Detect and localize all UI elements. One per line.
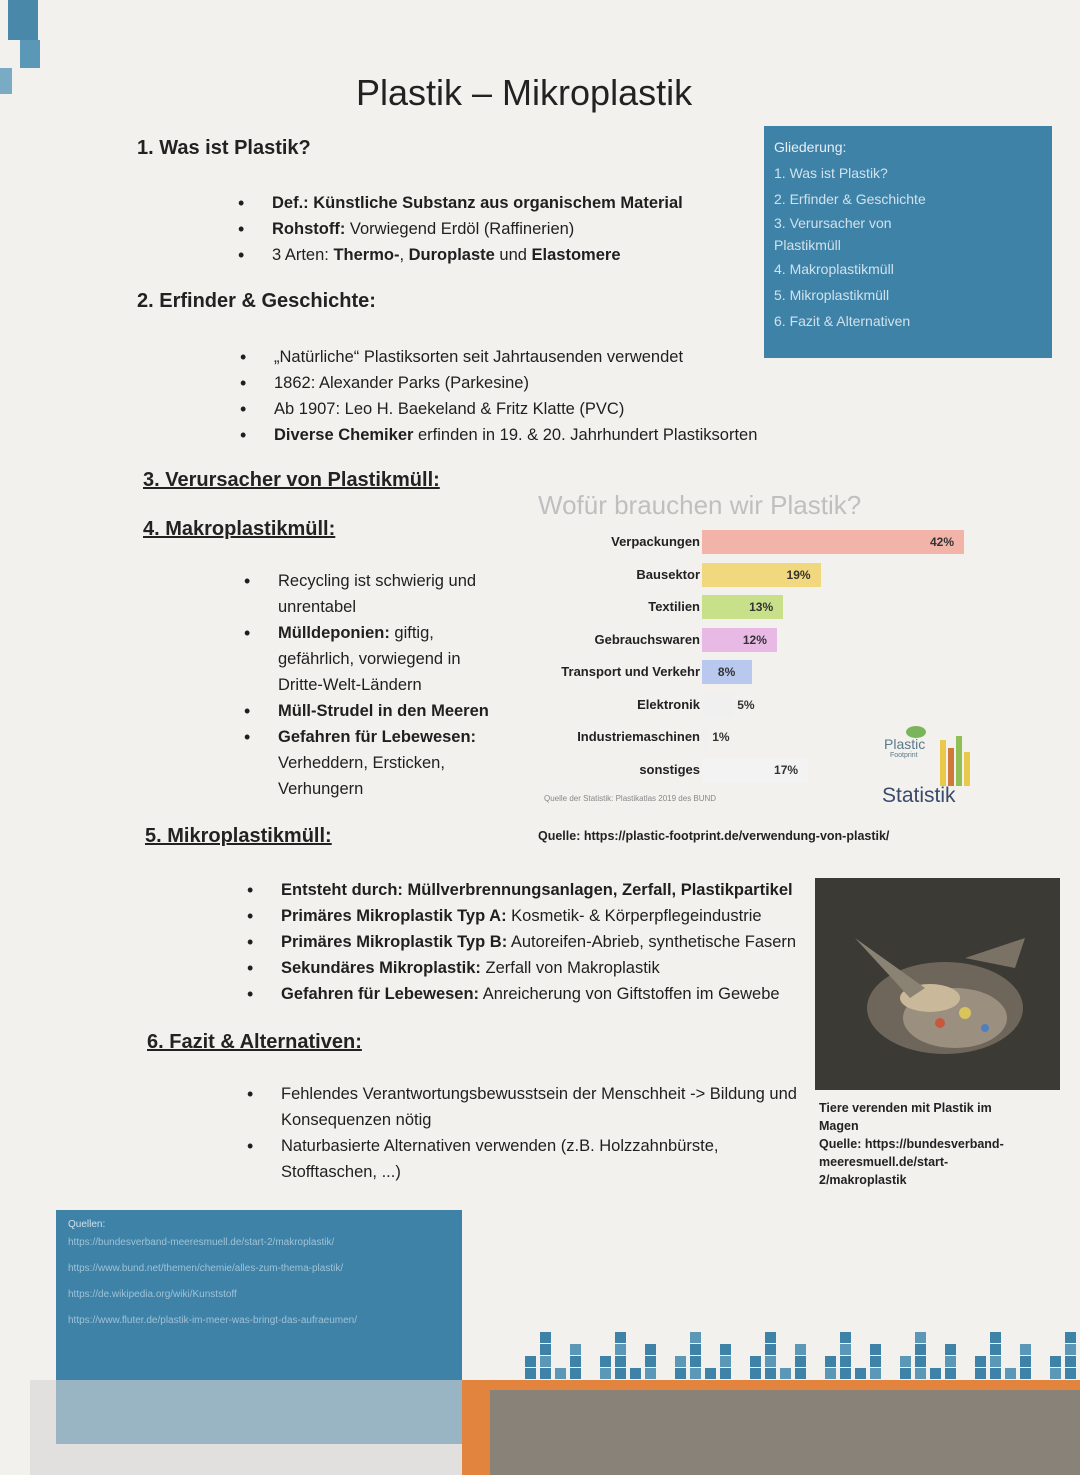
pixel-block: [1065, 1356, 1076, 1367]
section-5-list: [247, 877, 817, 1007]
list-item: • Sekundäres Mikroplastik: Zerfall von Makroplastik: [247, 955, 817, 981]
toc-heading: Gliederung:: [774, 139, 847, 155]
pixel-block: [555, 1368, 566, 1379]
pixel-block: [990, 1344, 1001, 1355]
chart-category-label: Elektronik: [637, 696, 700, 712]
logo-subtext: Footprint: [890, 752, 918, 759]
toc-item: 1. Was ist Plastik?: [774, 165, 888, 181]
list-item: • Rohstoff: Vorwiegend Erdöl (Raffinerien): [238, 216, 758, 242]
pixel-block: [690, 1344, 701, 1355]
dead-bird-image: [815, 878, 1060, 1090]
list-item: • Primäres Mikroplastik Typ A: Kosmetik- & Körperpflegeindustrie: [247, 903, 817, 929]
toc-box: [764, 126, 1052, 358]
pixel-block: [690, 1368, 701, 1379]
pixel-block: [720, 1368, 731, 1379]
source-link[interactable]: https://de.wikipedia.org/wiki/Kunststoff: [68, 1289, 237, 1300]
pixel-block: [990, 1356, 1001, 1367]
list-item: • Naturbasierte Alternativen verwenden (z.B. Holzzahnbürste, Stofftaschen, ...): [247, 1133, 781, 1185]
bottom-grid-overlay: [490, 1390, 1080, 1475]
pixel-block: [840, 1356, 851, 1367]
list-item: • „Natürliche“ Plastiksorten seit Jahrtausenden verwendet: [240, 344, 800, 370]
list-item: • Gefahren für Lebewesen: Anreicherung von Giftstoffen im Gewebe: [247, 981, 817, 1007]
section-5-title: 5. Mikroplastikmüll:: [145, 825, 332, 847]
pixel-block: [765, 1368, 776, 1379]
photo-caption: Tiere verenden mit Plastik im Magen Quelle: https://bundesverband-meeresmuell.de/start-2/makroplastik: [819, 1101, 1004, 1187]
pixel-block: [690, 1356, 701, 1367]
pixel-block: [675, 1368, 686, 1379]
pixel-block: [570, 1368, 581, 1379]
chart-category-label: Transport und Verkehr: [561, 664, 700, 679]
pixel-block: [645, 1344, 656, 1355]
pixel-block: [570, 1344, 581, 1355]
pixel-block: [525, 1368, 536, 1379]
toc-item: 2. Erfinder & Geschichte: [774, 191, 926, 207]
chart-value-label: 13%: [749, 600, 774, 614]
list-item: • Recycling ist schwierig und unrentabel: [244, 568, 493, 620]
pixel-block: [840, 1368, 851, 1379]
pixel-block: [615, 1332, 626, 1343]
pixel-block: [945, 1344, 956, 1355]
section-4-title: 4. Makroplastikmüll:: [143, 518, 336, 540]
chart-category-label: Textilien: [648, 599, 700, 614]
pixel-block: [1065, 1332, 1076, 1343]
chart-value-label: 19%: [786, 567, 811, 582]
chart-value-label: 42%: [930, 535, 955, 549]
pixel-block: [615, 1344, 626, 1355]
bird-photo: [815, 878, 1060, 1090]
pixel-block: [525, 1356, 536, 1367]
source-link[interactable]: https://bundesverband-meeresmuell.de/start-2/makroplastik/: [68, 1237, 335, 1248]
list-item: • Diverse Chemiker erfinden in 19. & 20. Jahrhundert Plastiksorten: [240, 422, 800, 448]
section-3-title: 3. Verursacher von Plastikmüll:: [143, 469, 440, 491]
pixel-block: [540, 1332, 551, 1343]
pixel-block: [795, 1356, 806, 1367]
list-item: • 3 Arten: Thermo-, Duroplaste und Elastomere: [238, 242, 758, 268]
chart-value-label: 8%: [717, 665, 736, 679]
section-1-title: 1. Was ist Plastik?: [137, 137, 311, 159]
pixel-block: [765, 1344, 776, 1355]
logo-statistik: Statistik: [882, 784, 956, 807]
pixel-block: [1050, 1356, 1061, 1367]
pixel-pattern: [510, 1320, 1080, 1380]
pixel-block: [765, 1356, 776, 1367]
pixel-block: [645, 1356, 656, 1367]
pixel-block: [600, 1356, 611, 1367]
chart-category-label: Industriemaschinen: [577, 729, 700, 744]
list-item: • 1862: Alexander Parks (Parkesine): [240, 370, 800, 396]
pixel-block: [705, 1368, 716, 1379]
pixel-block: [855, 1368, 866, 1379]
pixel-block: [540, 1356, 551, 1367]
pixel-block: [900, 1356, 911, 1367]
pixel-block: [840, 1332, 851, 1343]
pixel-block: [870, 1356, 881, 1367]
chart-category-label: Verpackungen: [611, 534, 700, 549]
pixel-block: [825, 1356, 836, 1367]
pixel-block: [615, 1368, 626, 1379]
pixel-block: [795, 1368, 806, 1379]
chart-bar: [702, 693, 733, 717]
list-item: • Fehlendes Verantwortungsbewusstsein der Menschheit -> Bildung und Konsequenzen nötig: [247, 1081, 801, 1133]
pixel-block: [945, 1356, 956, 1367]
corner-decoration: [0, 0, 62, 120]
pixel-block: [690, 1332, 701, 1343]
pixel-block: [540, 1368, 551, 1379]
pixel-block: [540, 1344, 551, 1355]
chart-bar: [702, 725, 708, 749]
toc-item: 6. Fazit & Alternativen: [774, 313, 911, 329]
list-item: • Def.: Künstliche Substanz aus organischem Material: [238, 190, 758, 216]
chart-value-label: 1%: [712, 730, 730, 744]
toc-item: 3. Verursacher von Plastikmüll: [774, 215, 892, 253]
pixel-block: [750, 1356, 761, 1367]
pixel-block: [1065, 1344, 1076, 1355]
list-item: • Gefahren für Lebewesen: Verheddern, Ersticken, Verhungern: [244, 724, 493, 802]
section-1-list: [238, 190, 758, 268]
pixel-block: [930, 1368, 941, 1379]
pixel-block: [990, 1368, 1001, 1379]
bottom-left-strip: [30, 1380, 462, 1475]
chart-category-label: sonstiges: [639, 761, 700, 777]
list-item: • Mülldeponien: giftig, gefährlich, vorwiegend in Dritte-Welt-Ländern: [244, 620, 493, 698]
pixel-block: [915, 1332, 926, 1343]
section-6-list: [247, 1081, 807, 1185]
plastic-footprint-logo: [876, 722, 986, 810]
pixel-block: [615, 1356, 626, 1367]
section-2-list: [240, 344, 800, 448]
pixel-block: [675, 1356, 686, 1367]
chart-title: Wofür brauchen wir Plastik?: [538, 490, 862, 520]
section-4-list: [244, 568, 514, 802]
pixel-block: [990, 1332, 1001, 1343]
pixel-block: [720, 1356, 731, 1367]
pixel-block: [945, 1368, 956, 1379]
pixel-block: [1050, 1368, 1061, 1379]
chart-source: Quelle: https://plastic-footprint.de/verwendung-von-plastik/: [538, 829, 890, 843]
toc-item: 4. Makroplastikmüll: [774, 261, 894, 277]
pixel-block: [630, 1368, 641, 1379]
chart-value-label: 5%: [737, 697, 755, 712]
source-link[interactable]: https://www.bund.net/themen/chemie/alles-zum-thema-plastik/: [68, 1263, 344, 1274]
pixel-block: [765, 1332, 776, 1343]
pixel-block: [795, 1344, 806, 1355]
pixel-block: [750, 1368, 761, 1379]
list-item: • Primäres Mikroplastik Typ B: Autoreifen-Abrieb, synthetische Fasern: [247, 929, 817, 955]
chart-category-label: Gebrauchswaren: [594, 631, 700, 647]
pixel-block: [600, 1368, 611, 1379]
pixel-block: [975, 1356, 986, 1367]
chart-category-label: Bausektor: [636, 566, 700, 582]
list-item: • Ab 1907: Leo H. Baekeland & Fritz Klatte (PVC): [240, 396, 800, 422]
pixel-block: [915, 1368, 926, 1379]
list-item: • Müll-Strudel in den Meeren: [244, 698, 514, 724]
pixel-block: [915, 1344, 926, 1355]
toc-item: 5. Mikroplastikmüll: [774, 287, 890, 303]
page-title: Plastik – Mikroplastik: [356, 72, 693, 113]
pixel-block: [720, 1344, 731, 1355]
list-item: • Entsteht durch: Müllverbrennungsanlagen, Zerfall, Plastikpartikel: [247, 877, 817, 903]
pixel-block: [870, 1368, 881, 1379]
chart-value-label: 17%: [774, 762, 799, 777]
pixel-block: [840, 1344, 851, 1355]
pixel-block: [870, 1344, 881, 1355]
pixel-block: [1020, 1344, 1031, 1355]
sources-heading: Quellen:: [68, 1219, 106, 1230]
pixel-block: [825, 1368, 836, 1379]
pixel-block: [645, 1368, 656, 1379]
pixel-block: [570, 1356, 581, 1367]
section-6-title: 6. Fazit & Alternativen:: [147, 1031, 362, 1053]
chart-bar: [702, 530, 964, 554]
pixel-block: [915, 1356, 926, 1367]
pixel-block: [780, 1368, 791, 1379]
pixel-block: [1020, 1368, 1031, 1379]
chart-value-label: 12%: [742, 632, 767, 647]
pixel-block: [1065, 1368, 1076, 1379]
source-link[interactable]: https://www.fluter.de/plastik-im-meer-was-bringt-das-aufraeumen/: [68, 1315, 357, 1326]
pixel-block: [1020, 1356, 1031, 1367]
pixel-block: [900, 1368, 911, 1379]
section-2-title: 2. Erfinder & Geschichte:: [137, 290, 376, 312]
chart-source-note: Quelle der Statistik: Plastikatlas 2019 des BUND: [544, 794, 717, 803]
logo-text: Plastic: [884, 736, 926, 752]
pixel-block: [975, 1368, 986, 1379]
pixel-block: [1005, 1368, 1016, 1379]
